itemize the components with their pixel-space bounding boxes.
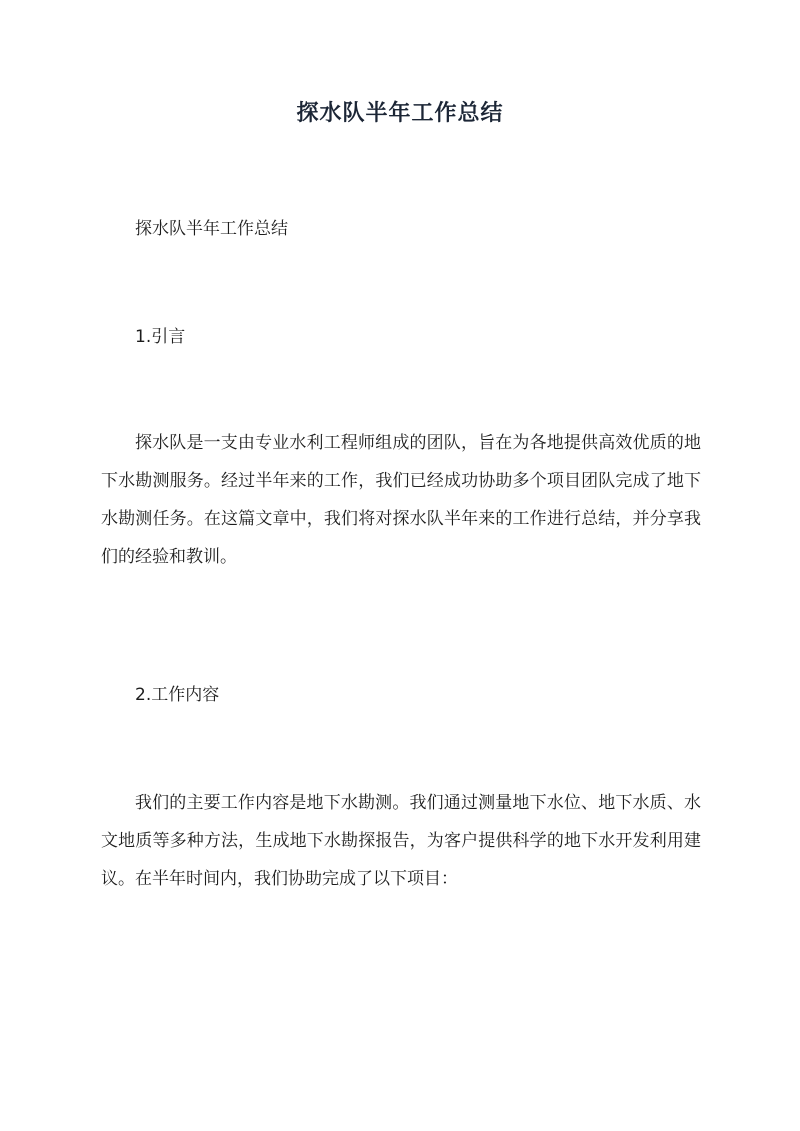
document-title: 探水队半年工作总结 <box>296 100 504 126</box>
section-paragraph-introduction: 探水队是一支由专业水利工程师组成的团队，旨在为各地提供高效优质的地下水勘测服务。经过半年来的工作，我们已经成功协助多个项目团队完成了地下水勘测任务。在这篇文章中，我们将对探水队半年来的工作进行总结，并分享我们的经验和教训。 <box>101 433 701 567</box>
document-subtitle: 探水队半年工作总结 <box>135 219 288 239</box>
section-paragraph-work-content: 我们的主要工作内容是地下水勘测。我们通过测量地下水位、地下水质、水文地质等多种方法，生成地下水勘探报告，为客户提供科学的地下水开发利用建议。在半年时间内，我们协助完成了以下项目： <box>101 793 701 889</box>
section-heading-introduction: 1.引言 <box>135 327 186 347</box>
section-heading-work-content: 2.工作内容 <box>135 685 220 705</box>
